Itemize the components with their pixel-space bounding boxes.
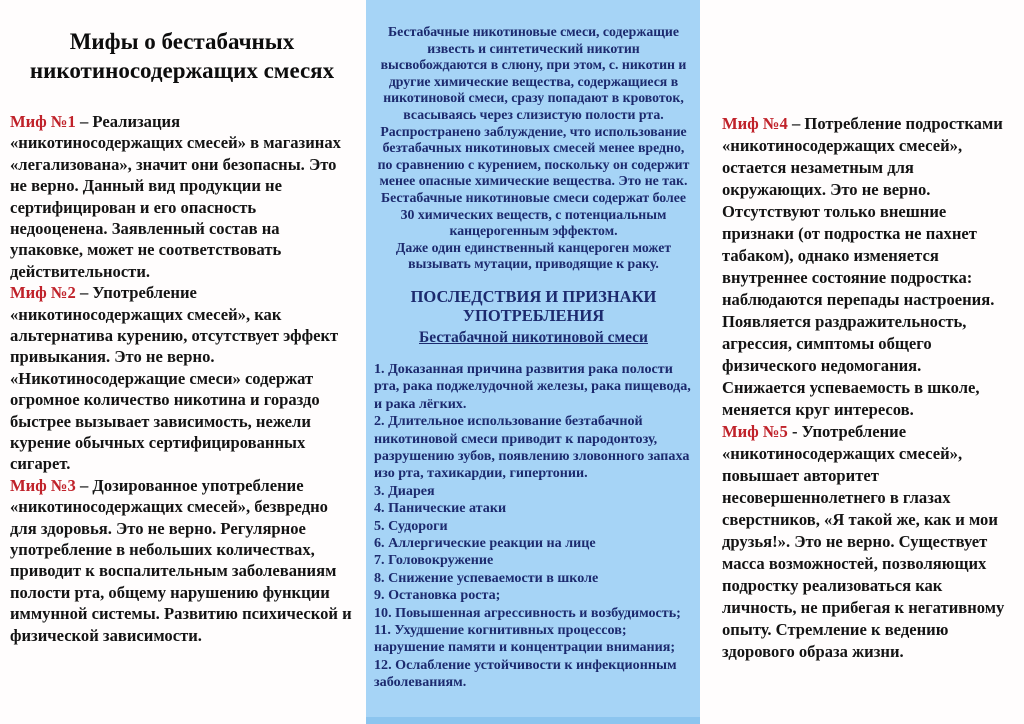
list-item: 5. Судороги	[374, 517, 448, 534]
list-item: 2. Длительное использование безтабачной никотиновой смеси приводит к пародонтозу, разрушению зубов, появлению зловонного запаха изо рта, тахикардии, гипертонии.	[374, 413, 690, 482]
intro-paragraph: Бестабачные никотиновые смеси, содержащие известь и синтетический никотин высвобождаются в слюну, при этом, с. никотин и другие химические вещества, содержащиеся в никотиновой смеси, сразу попадают в кровоток, всасываясь через слизистую полости рта. Распространено заблуждение, что использование безтабачных никотиновых смесей менее вредно, по сравнению с курением, поскольку он содержит менее опасные химические вещества. Это не так. Бестабачные никотиновые смеси содержат более 30 химических веществ, с потенциальным канцерогенным эффектом.	[377, 24, 690, 239]
list-item: 3. Диарея	[374, 482, 435, 499]
myth-4-label: Миф №4	[722, 114, 788, 133]
consequences-heading: ПОСЛЕДСТВИЯ И ПРИЗНАКИ УПОТРЕБЛЕНИЯ	[410, 286, 657, 326]
myth-4	[722, 113, 1006, 421]
myth-3	[10, 475, 354, 646]
consequences-subheading: Бестабачной никотиновой смеси	[419, 328, 648, 346]
myth-1	[10, 111, 354, 282]
myth-1-label: Миф №1	[10, 111, 76, 131]
right-column	[720, 0, 1016, 724]
list-item: 1. Доказанная причина развития рака полости рта, рака поджелудочной железы, рака пищевода, и рака лёгких.	[374, 360, 691, 412]
myth-5-label: Миф №5	[722, 422, 788, 441]
list-item: 10. Повышенная агрессивность и возбудимость;	[374, 604, 681, 621]
leaflet-title: Мифы о бестабачных никотиносодержащих смесях	[29, 29, 335, 83]
myth-2-label: Миф №2	[10, 283, 76, 303]
myth-4-text: – Потребление подростками «никотиносодержащих смесей», остается незаметным для окружающих. Это не верно. Отсутствуют только внешние признаки (от подростка не пахнет табаком), однако изменяется внутреннее состояние подростка: наблюдаются перепады настроения. Появляется раздражительность, агрессия, симптомы общего физического недомогания. Снижается успеваемость в школе, меняется круг интересов.	[722, 114, 1003, 419]
consequences-list	[374, 361, 693, 692]
list-item: 4. Панические атаки	[374, 500, 507, 517]
list-item: 8. Снижение успеваемости в школе	[374, 569, 599, 586]
list-item: 6. Аллергические реакции на лице	[374, 534, 596, 551]
list-item: 12. Ослабление устойчивости к инфекционным заболеваниям.	[374, 656, 677, 691]
middle-column	[366, 0, 700, 724]
list-item: 11. Ухудшение когнитивных процессов; нарушение памяти и концентрации внимания;	[374, 622, 676, 656]
list-item: 7. Головокружение	[374, 552, 494, 569]
carcinogen-note: Даже один единственный канцероген может вызывать мутации, приводящие к раку.	[395, 239, 672, 272]
myth-3-text: – Дозированное употребление «никотиносодержащих смесей», безвредно для здоровья. Это не верно. Регулярное употребление в небольших количествах, приводит к воспалительным заболеваниям полости рта, общему нарушению функции иммунной системы. Развитию психической и физической зависимости.	[10, 475, 352, 645]
myth-5	[722, 421, 1006, 663]
myth-1-text: – Реализация «никотиносодержащих смесей» в магазинах «легализована», значит они безопасны. Это не верно. Данный вид продукции не сертифицирован и его опасность недооценена. Заявленный состав на упаковке, может не соответствовать действительности.	[10, 111, 341, 281]
left-column	[0, 0, 362, 724]
list-item: 9. Остановка роста;	[374, 587, 501, 604]
myth-5-text: - Употребление «никотиносодержащих смесей», повышает авторитет несовершеннолетнего в глазах сверстников, «Я такой же, как и мои друзья!». Это не верно. Существует масса возможностей, позволяющих подростку реализоваться как личность, не прибегая к негативному опыту. Стремление к ведению здорового образа жизни.	[722, 422, 1005, 661]
myth-2-text: – Употребление «никотиносодержащих смесей», как альтернатива курению, отсутствует эффект привыкания. Это не верно. «Никотиносодержащие смеси» содержат огромное количество никотина и гораздо быстрее вызывает зависимость, нежели курение обычных сертифицированных сигарет.	[10, 283, 339, 474]
myth-3-label: Миф №3	[10, 475, 76, 495]
myth-2	[10, 282, 354, 475]
